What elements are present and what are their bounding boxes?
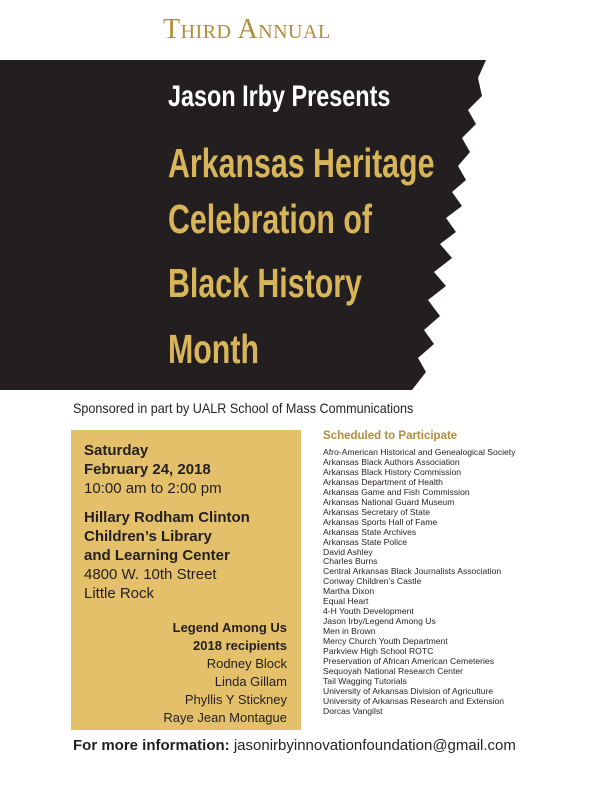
list-item: Men in Brown xyxy=(323,626,376,637)
venue-line-2: Children’s Library xyxy=(84,528,212,545)
sponsor-line: Sponsored in part by UALR School of Mass Communications xyxy=(73,400,414,416)
list-item: Arkansas State Archives xyxy=(323,526,417,537)
presenter-line: Jason Irby Presents xyxy=(168,80,391,113)
list-item: Dorcas Vangilst xyxy=(323,705,383,716)
list-item: Equal Heart xyxy=(323,596,369,607)
list-item: Conway Children’s Castle xyxy=(323,576,422,587)
list-item: Tail Wagging Tutorials xyxy=(323,675,407,686)
venue-city: Little Rock xyxy=(84,585,155,602)
list-item: University of Arkansas Research and Extension xyxy=(323,695,505,706)
list-item: 4-H Youth Development xyxy=(323,606,414,617)
list-item: Martha Dixon xyxy=(323,586,375,597)
contact-footer xyxy=(73,737,516,754)
list-item: Arkansas Department of Health xyxy=(323,476,443,487)
list-item: David Ashley xyxy=(323,546,373,557)
list-item: Arkansas Black History Commission xyxy=(323,466,462,477)
title-line-1: Arkansas Heritage xyxy=(168,140,435,186)
recipient-3: Phyllis Y Stickney xyxy=(184,692,287,707)
event-time: 10:00 am to 2:00 pm xyxy=(84,480,222,497)
event-day: Saturday xyxy=(84,442,149,459)
legend-title-line-1: Legend Among Us xyxy=(172,620,287,635)
list-item: Afro-American Historical and Genealogical Society xyxy=(323,447,516,457)
title-line-2: Celebration of xyxy=(168,196,372,242)
title-line-4: Month xyxy=(168,326,259,372)
recipient-2: Linda Gillam xyxy=(214,674,287,689)
list-item: Arkansas Sports Hall of Fame xyxy=(323,516,438,527)
participant-list xyxy=(323,448,516,717)
list-item: Charles Burns xyxy=(323,556,378,567)
list-item: Preservation of African American Cemeteries xyxy=(323,656,494,667)
event-details-box xyxy=(71,430,301,730)
list-item: Arkansas National Guard Museum xyxy=(323,496,455,507)
list-item: Arkansas Game and Fish Commission xyxy=(323,486,470,497)
list-item: Parkview High School ROTC xyxy=(323,646,434,657)
recipient-4: Raye Jean Montague xyxy=(163,710,287,725)
list-item: Jason Irby/Legend Among Us xyxy=(323,616,436,627)
kicker-title: Third Annual xyxy=(163,14,331,45)
venue-address: 4800 W. 10th Street xyxy=(84,566,217,583)
list-item: Arkansas Black Authors Association xyxy=(323,456,460,467)
list-item: University of Arkansas Division of Agriculture xyxy=(323,685,494,696)
list-item: Mercy Church Youth Department xyxy=(323,636,448,647)
list-item: Sequoyah National Research Center xyxy=(323,665,463,676)
contact-email[interactable]: jasonirbyinnovationfoundation@gmail.com xyxy=(233,737,516,754)
contact-label: For more information: xyxy=(73,737,230,754)
schedule-title: Scheduled to Participate xyxy=(323,430,458,442)
list-item: Arkansas State Police xyxy=(323,536,408,547)
venue-line-1: Hillary Rodham Clinton xyxy=(84,509,250,526)
event-date: February 24, 2018 xyxy=(84,461,211,478)
venue-line-3: and Learning Center xyxy=(84,547,230,564)
list-item: Arkansas Secretary of State xyxy=(323,506,430,517)
list-item: Central Arkansas Black Journalists Association xyxy=(323,566,502,577)
title-line-3: Black History xyxy=(168,260,362,306)
recipient-1: Rodney Block xyxy=(206,656,287,671)
legend-title-line-2: 2018 recipients xyxy=(193,638,287,653)
